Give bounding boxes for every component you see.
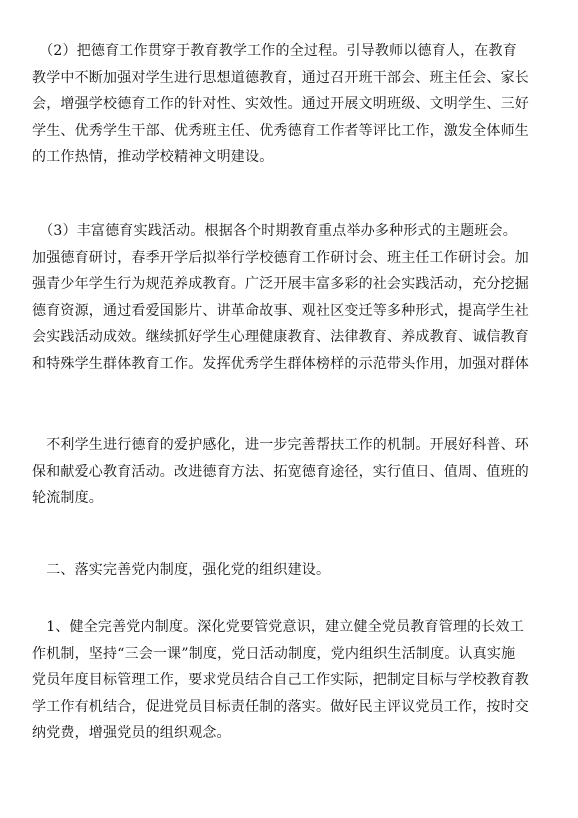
paragraph-moral-education-teaching	[32, 38, 548, 171]
text-line: 强青少年学生行为规范养成教育。广泛开展丰富多彩的社会实践活动，充分挖掘	[32, 276, 529, 293]
paragraph-moral-practice-activities	[32, 218, 548, 378]
paragraph-party-system	[32, 614, 548, 747]
text-line: 不利学生进行德育的爱护感化，进一步完善帮扶工作的机制。开展好科普、环	[32, 437, 529, 453]
text-line: 加强德育研讨，春季开学后拟举行学校德育工作研讨会、班主任工作研讨会。加	[32, 249, 529, 266]
text-line: 会，增强学校德育工作的针对性、实效性。通过开展文明班级、文明学生、三好	[32, 96, 529, 113]
text-line: 的工作热情，推动学校精神文明建设。	[32, 149, 274, 166]
section-heading	[32, 557, 548, 584]
text-line: 和特殊学生群体教育工作。发挥优秀学生群体榜样的示范带头作用，加强对群体	[32, 355, 529, 372]
text-line: 纳党费，增强党员的组织观念。	[32, 725, 231, 742]
text-line: 保和献爱心教育活动。改进德育方法、拓宽德育途径，实行值日、值周、值班的	[32, 463, 529, 480]
text-line: 作机制，坚持“三会一课”制度，党日活动制度，党内组织生活制度。认真实施	[32, 645, 516, 662]
text-line: （2）把德育工作贯穿于教育教学工作的全过程。引导教师以德育人，在教育	[32, 43, 517, 59]
text-line: 轮流制度。	[32, 490, 103, 507]
text-line: 教学中不断加强对学生进行思想道德教育，通过召开班干部会、班主任会、家长	[32, 69, 529, 86]
heading-line: 二、落实完善党内制度，强化党的组织建设。	[32, 562, 331, 578]
text-line: （3）丰富德育实践活动。根据各个时期教育重点举办多种形式的主题班会。	[32, 223, 517, 239]
text-line: 学生、优秀学生干部、优秀班主任、优秀德育工作者等评比工作，激发全体师生	[32, 122, 529, 139]
text-line: 德育资源，通过看爱国影片、讲革命故事、观社区变迁等多种形式，提高学生社	[32, 302, 529, 319]
paragraph-continuation	[32, 432, 548, 512]
text-line: 会实践活动成效。继续抓好学生心理健康教育、法律教育、养成教育、诚信教育	[32, 329, 529, 346]
text-line: 学工作有机结合，促进党员目标责任制的落实。做好民主评议党员工作，按时交	[32, 698, 529, 715]
text-line: 党员年度目标管理工作，要求党员结合自己工作实际，把制定目标与学校教育教	[32, 672, 529, 689]
text-line: 1、健全完善党内制度。深化党要管党意识，建立健全党员教育管理的长效工	[32, 619, 524, 635]
